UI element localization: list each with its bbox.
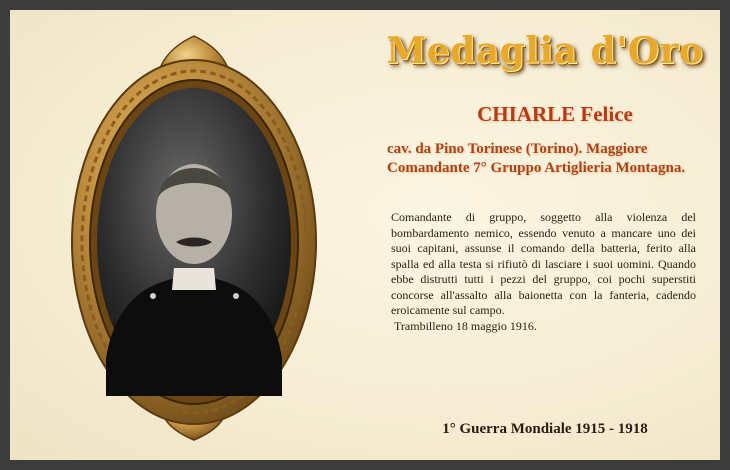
- rank-line: Comandante 7° Gruppo Artiglieria Montagna.: [387, 160, 686, 176]
- honoree-name: CHIARLE Felice: [477, 102, 633, 126]
- rank-description: [387, 140, 717, 178]
- ornate-portrait-frame: [58, 28, 330, 448]
- citation-body: Comandante di gruppo, soggetto alla violenza del bombardamento nemico, essendo venuto a mancare uno dei suoi capitani, assunse il comando della batteria, ferito alla spalla ed alla testa si rifiutò di lasciare i suoi uomini. Quando ebbe distrutti tutti i pezzi del gruppo, coi pochi superstiti concorse all'assalto alla baionetta con la fanteria, cadendo eroicamente sul campo.: [391, 210, 696, 317]
- citation-place-date: Trambilleno 18 maggio 1916.: [394, 318, 537, 333]
- citation-text: [391, 210, 696, 334]
- rank-line: cav. da Pino Torinese (Torino). Maggiore: [387, 141, 648, 157]
- war-period-footer: 1° Guerra Mondiale 1915 - 1918: [442, 421, 648, 437]
- page-title: Medaglia d'Oro: [386, 30, 704, 72]
- memorial-panel: [10, 10, 720, 460]
